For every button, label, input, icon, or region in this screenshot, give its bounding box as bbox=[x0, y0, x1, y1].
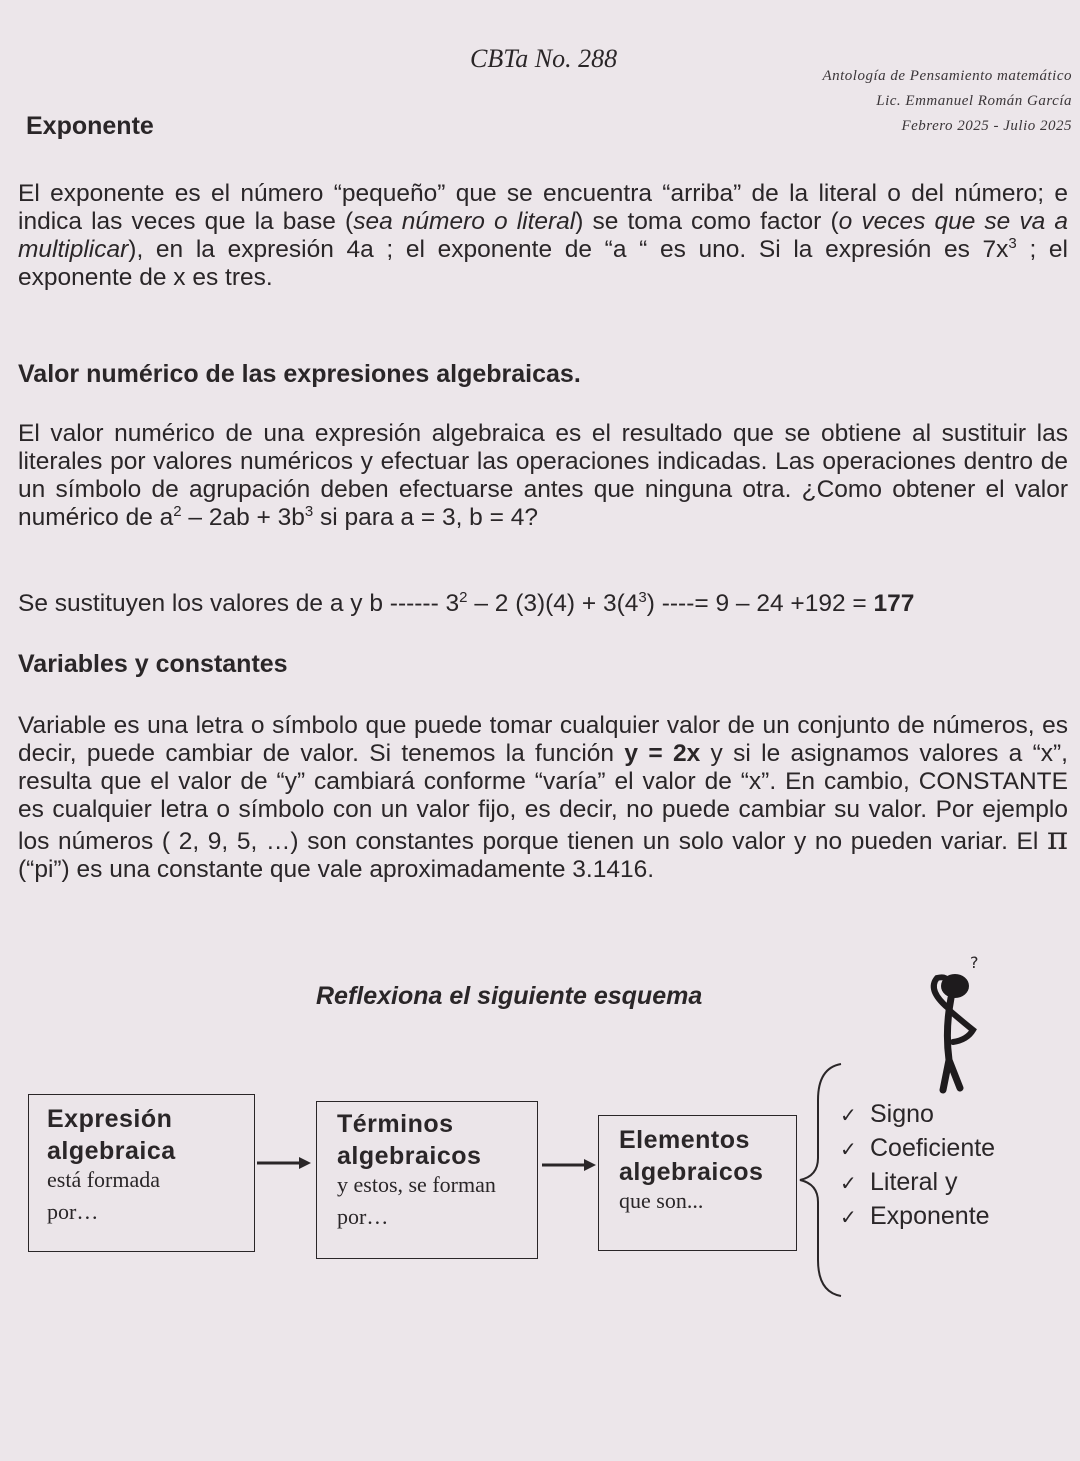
pi-symbol: π bbox=[1046, 819, 1068, 857]
list-item: ✓ Signo bbox=[840, 1098, 995, 1132]
paragraph-substitution: Se sustituyen los valores de a y b ------ $3^2 - 2$ $(3)(4) + 3(4^3)$ ----= 9 – 24 +192 = 177 bbox=[18, 588, 915, 617]
curly-brace-icon bbox=[796, 1060, 846, 1300]
section-title-valor: Valor numérico de las expresiones algebraicas. bbox=[18, 360, 581, 388]
anthology-title: Antología de Pensamiento matemático bbox=[822, 68, 1072, 84]
check-icon: ✓ bbox=[840, 1173, 857, 1195]
thinking-person-icon bbox=[915, 950, 995, 1100]
section-title-exponente: Exponente bbox=[26, 112, 154, 140]
elements-list bbox=[840, 1098, 995, 1234]
result-value: 177 bbox=[873, 590, 915, 617]
paragraph-variables: Variable es una letra o símbolo que puede tomar cualquier valor de un conjunto de números, es decir, puede cambiar de valor. Si tenemos la función y = 2x y si le asignamos valores a “x”, resulta que el valor de “y” cambiará conforme “varía” el valor de “x”. En cambio, CONSTANTE es cualquier letra o símbolo con un valor fijo, es decir, no puede cambiar su valor. Por ejemplo los números ( 2, 9, 5, …) son constantes porque tienen un solo valor y no pueden variar. El π (“pi”) es una constante que vale aproximadamente 3.1416. bbox=[18, 712, 1068, 883]
list-item: ✓ Exponente bbox=[840, 1200, 995, 1234]
school-name: CBTa No. 288 bbox=[470, 44, 618, 73]
list-item: ✓ Coeficiente bbox=[840, 1132, 995, 1166]
paragraph-valor: El valor numérico de una expresión algebraica es el resultado que se obtiene al sustituir las literales por valores numéricos y efectuar las operaciones indicadas. Las operaciones dentro de un símbolo de agrupación deben efectuarse antes que ninguna otra. ¿Como obtener el valor numérico de $a^2 - 2ab + 3b^3$ si para a = 3, b = 4? bbox=[18, 420, 1068, 531]
check-icon: ✓ bbox=[840, 1105, 857, 1127]
box-elementos-algebraicos: Elementos algebraicos que son... bbox=[598, 1115, 797, 1251]
author-name: Lic. Emmanuel Román García bbox=[876, 93, 1072, 109]
paragraph-exponente: El exponente es el número “pequeño” que se encuentra “arriba” de la literal o del número; e indica las veces que la base (sea número o literal) se toma como factor (o veces que se va a multiplicar), en la expresión 4a ; el exponente de “a “ es uno. Si la expresión es $7x^3$ ; el exponente de x es tres. bbox=[18, 180, 1068, 291]
period: Febrero 2025 - Julio 2025 bbox=[901, 118, 1072, 134]
check-icon: ✓ bbox=[840, 1139, 857, 1161]
section-title-variables: Variables y constantes bbox=[18, 650, 288, 678]
arrow-right-icon bbox=[255, 1153, 315, 1173]
box-expresion-algebraica: Expresión algebraica está formada por… bbox=[28, 1094, 255, 1252]
box-terminos-algebraicos: Términos algebraicos y estos, se forman por… bbox=[316, 1101, 538, 1259]
arrow-right-icon bbox=[540, 1155, 600, 1175]
check-icon: ✓ bbox=[840, 1207, 857, 1229]
svg-text:?: ? bbox=[970, 953, 979, 972]
header-meta bbox=[822, 64, 1072, 139]
list-item: ✓ Literal y bbox=[840, 1166, 995, 1200]
scheme-title: Reflexiona el siguiente esquema bbox=[316, 982, 703, 1010]
